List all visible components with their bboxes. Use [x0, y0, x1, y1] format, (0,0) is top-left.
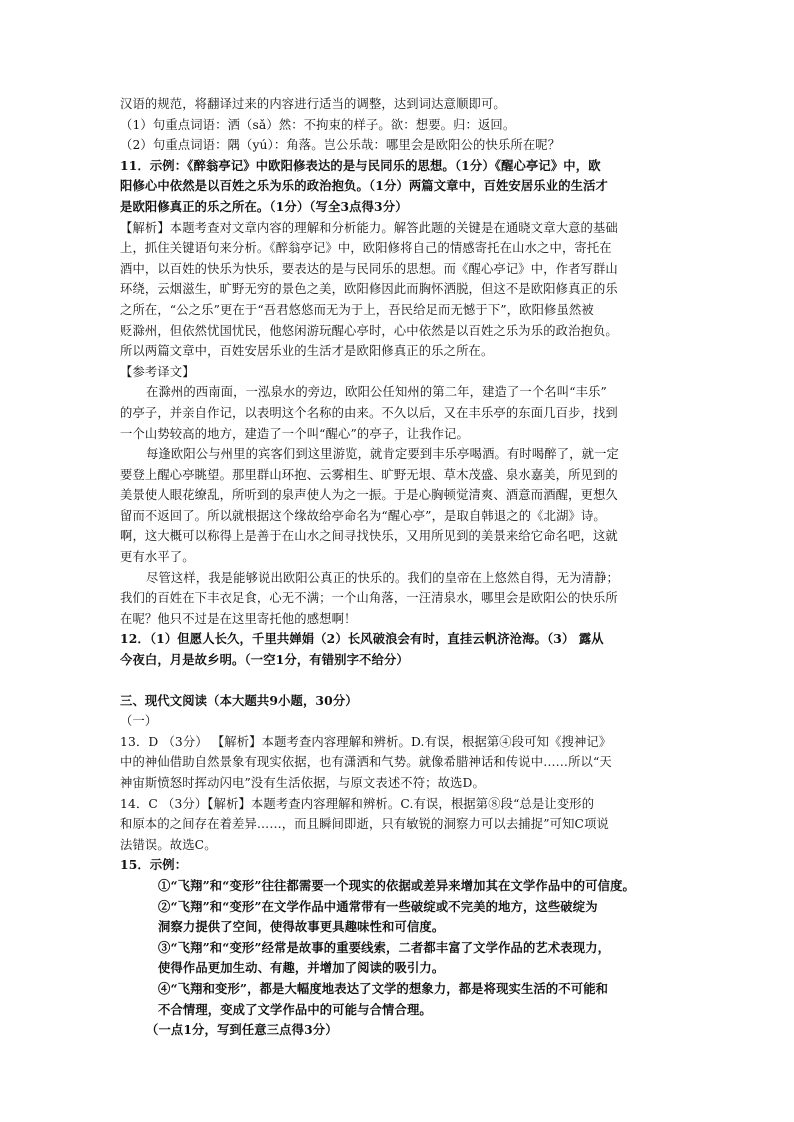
answer-document — [120, 94, 690, 1041]
answer-14-line: 14．C （3分）【解析】本题考查内容理解和辨析。C.有误，根据第⑧段“总是让变形的 — [120, 796, 595, 811]
answer-15-item: 不合情理，变成了文学作品中的可能与合情合理。 — [158, 1001, 432, 1017]
translation-line: 在呢？他只不过是在这里寄托他的感想啊！ — [120, 611, 357, 626]
answer-15-title: 15．示例： — [120, 857, 188, 873]
answer-15-item: ③“飞翔”和“变形”经常是故事的重要线索，二者都丰富了文学作品的艺术表现力， — [158, 939, 611, 955]
answer-15-item: ④“飞翔和变形”，都是大幅度地表达了文学的想象力，都是将现实生活的不可能和 — [158, 980, 609, 996]
analysis-11-line: 上，抓住关键语句来分析。《醉翁亭记》中，欧阳修将自己的情感寄托在山水之中，寄托在 — [120, 241, 612, 256]
answer-15-item: ②“飞翔”和“变形”在文学作品中通常带有一些破绽或不完美的地方，这些破绽为 — [158, 898, 598, 914]
analysis-11-line: 【解析】本题考查对文章内容的理解和分析能力。解答此题的关键是在通晓文章大意的基础 — [120, 220, 618, 235]
section-3-title: 三、现代文阅读（本大题共9小题，30分） — [120, 692, 358, 708]
answer-15-item: 使得作品更加生动、有趣，并增加了阅读的吸引力。 — [158, 960, 445, 976]
spacer — [120, 671, 690, 691]
answer-11-line: 阳修心中依然是以百姓之乐为乐的政治抱负。（1分）两篇文章中，百姓安居乐业的生活才 — [120, 178, 608, 194]
text-line: （2）句重点词语：隅（yú）：角落。岂公乐哉：哪里会是欧阳公的快乐所在呢？ — [120, 138, 561, 153]
analysis-11-line: 环绕，云烟滋生，旷野无穷的景色之美，欧阳修因此而胸怀洒脱，但这不是欧阳修真正的乐 — [120, 282, 618, 297]
answer-15-item: ①“飞翔”和“变形”往往都需要一个现实的依据或差异来增加其在文学作品中的可信度。 — [158, 877, 635, 893]
answer-13-line: 中的神仙借助自然景象有现实依据，也有潇洒和气势。就像希腊神话和传说中……所以“天 — [120, 755, 612, 770]
translation-line: 要登上醒心亭眺望。那里群山环抱、云雾相生、旷野无垠、草木茂盛、泉水嘉美，所见到的 — [120, 467, 618, 482]
answer-15-item: 洞察力提供了空间，使得故事更具趣味性和可信度。 — [158, 919, 445, 935]
translation-line: 在滁州的西南面，一泓泉水的旁边，欧阳公任知州的第二年，建造了一个名叫“丰乐” — [146, 385, 607, 400]
translation-line: 更有水平了。 — [120, 550, 195, 565]
text-line: （1）句重点词语：洒（sǎ）然：不拘束的样子。欲：想要。归：返回。 — [120, 117, 516, 132]
part-1-label: （一） — [120, 714, 158, 729]
answer-13-line: 神宙斯愤怒时挥动闪电”没有生活依据，与原文表述不符；故选D。 — [120, 776, 485, 790]
analysis-11-line: 酒中，以百姓的快乐为快乐，要表达的是与民同乐的思想。而《醒心亭记》中，作者写群山 — [120, 261, 618, 276]
analysis-11-line: 所以两篇文章中，百姓安居乐业的生活才是欧阳修真正的乐之所在。 — [120, 344, 494, 359]
analysis-11-line: 贬滁州，但依然忧国忧民，他悠闲游玩醒心亭时，心中依然是以百姓之乐为乐的政治抱负。 — [120, 323, 618, 338]
translation-line: 留而不返回了。所以就根据这个缘故给亭命名为“醒心亭”，是取自韩退之的《北湖》诗。 — [120, 508, 606, 523]
translation-line: 的亭子，并亲自作记，以表明这个名称的由来。不久以后，又在丰乐亭的东面几百步，找到 — [120, 405, 618, 420]
answer-11-line: 是欧阳修真正的乐之所在。（1分）（写全3点得3分） — [120, 198, 408, 214]
translation-line: 美景使人眼花缭乱，所听到的泉声使人为之一振。于是心胸顿觉清爽、酒意而酒醒，更想久 — [120, 488, 618, 503]
answer-12-line: 12．（1）但愿人长久，千里共婵娟（2）长风破浪会有时，直挂云帆济沧海。（3） 露从 — [120, 631, 604, 647]
analysis-11-line: 之所在，“公之乐”更在于“吾君悠悠而无为于上，吾民给足而无憾于下”，欧阳修虽然被 — [120, 302, 594, 317]
translation-line: 啊，这大概可以称得上是善于在山水之间寻找快乐，又用所见到的美景来给它命名吧，这就 — [120, 529, 618, 544]
text-line: 汉语的规范，将翻译过来的内容进行适当的调整，达到词达意顺即可。 — [120, 97, 506, 111]
translation-line: 尽管这样，我是能够说出欧阳公真正的快乐的。我们的皇帝在上悠然自得，无为清静； — [146, 570, 619, 585]
answer-13-line: 13．D （3分） 【解析】本题考查内容理解和辨析。D.有误，根据第④段可知《搜神记》 — [120, 734, 612, 749]
answer-14-line: 法错误。故选C。 — [120, 837, 217, 852]
translation-line: 一个山势较高的地方，建造了一个叫“醒心”的亭子，让我作记。 — [120, 426, 469, 441]
answer-11-line: 11．示例：《醉翁亭记》中欧阳修表达的是与民同乐的思想。（1分）《醒心亭记》中，欧 — [120, 157, 601, 173]
answer-15-scoring: （一点1分，写到任意三点得3分） — [146, 1022, 338, 1038]
answer-12-line: 今夜白，月是故乡明。（一空1分，有错别字不给分） — [120, 652, 409, 668]
reference-translation-title: 【参考译文】 — [120, 364, 195, 379]
answer-14-line: 和原本的之间存在着差异……，而且瞬间即逝，只有敏锐的洞察力可以去捕捉”可知C项说 — [120, 817, 609, 832]
translation-line: 我们的百姓在下丰衣足食，心无不满；一个山角落，一汪清泉水，哪里会是欧阳公的快乐所 — [120, 591, 618, 606]
translation-line: 每逢欧阳公与州里的宾客们到这里游览，就肯定要到丰乐亭喝酒。有时喝醉了，就一定 — [146, 447, 619, 462]
